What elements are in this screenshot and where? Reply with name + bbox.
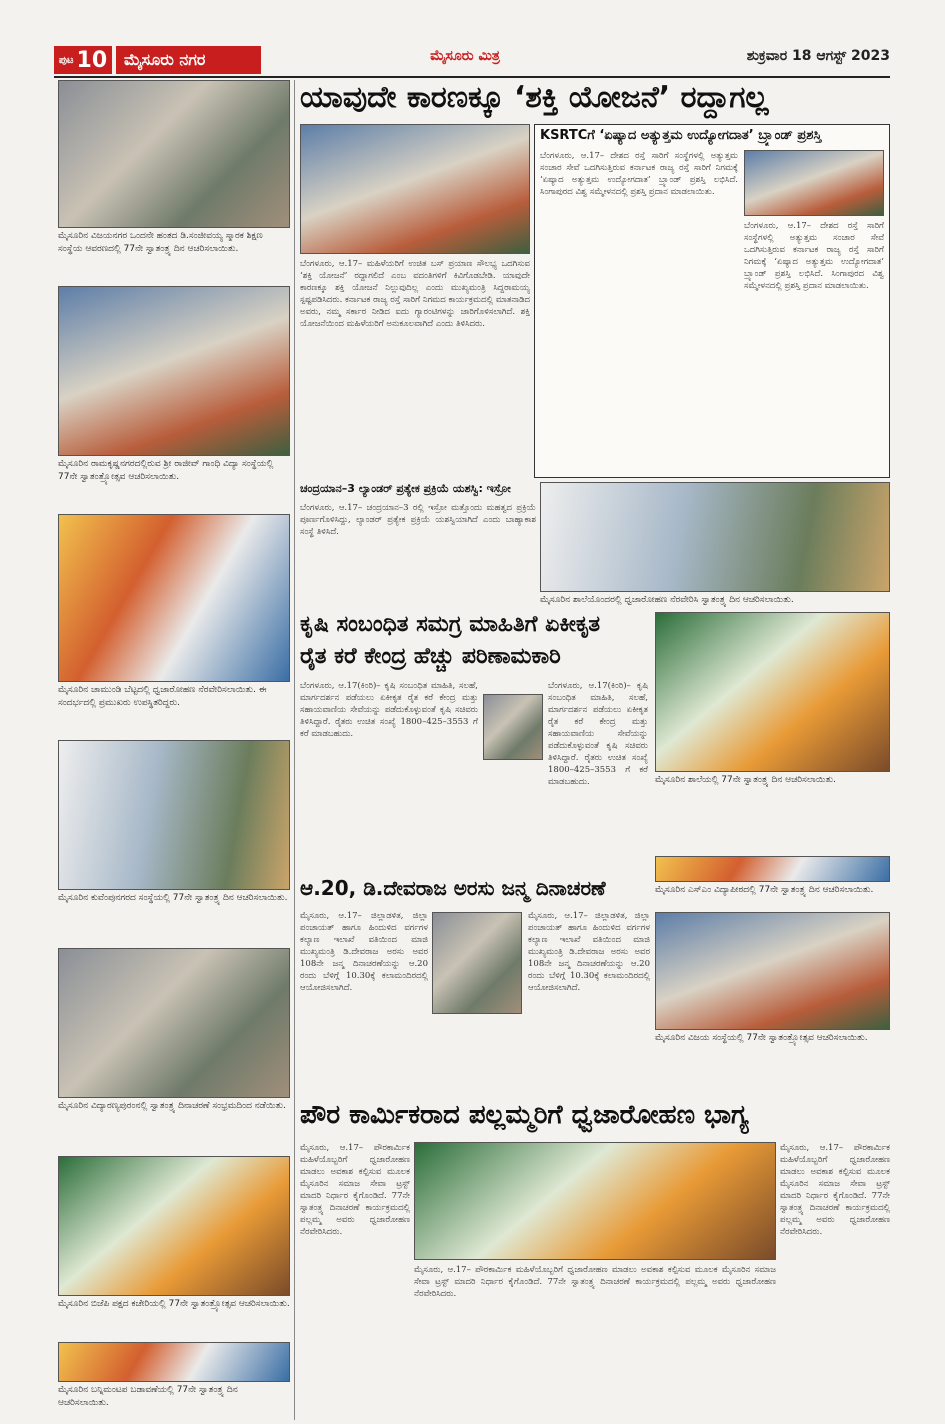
caption-left-7: ಮೈಸೂರಿನ ಬನ್ನಿಮಂಟಪ ಬಡಾವಣೆಯಲ್ಲಿ 77ನೇ ಸ್ವಾತಂತ್ರ್ಯ ದಿನ ಆಚರಿಸಲಾಯಿತು. — [58, 1385, 238, 1408]
photo-left-6 — [58, 1156, 290, 1296]
caption-left-3: ಮೈಸೂರಿನ ಚಾಮುಂಡಿ ಬೆಟ್ಟದಲ್ಲಿ ಧ್ವಜಾರೋಹಣ ನೆರವೇರಿಸಲಾಯಿತು. ಈ ಸಂದರ್ಭದಲ್ಲಿ ಪ್ರಮುಖರು ಉಪಸ್ಥಿತರಿದ್ದರು. — [58, 685, 267, 708]
caption-right-2: ಮೈಸೂರಿನ ಎಸ್‌ಎಂ ವಿದ್ಯಾಪೀಠದಲ್ಲಿ 77ನೇ ಸ್ವಾತಂತ್ರ್ಯ ದಿನ ಆಚರಿಸಲಾಯಿತು. — [655, 885, 874, 895]
ksrtc-body: ಬೆಂಗಳೂರು, ಆ.17– ದೇಶದ ರಸ್ತೆ ಸಾರಿಗೆ ಸಂಸ್ಥೆಗಳಲ್ಲಿ ಅತ್ಯುತ್ತಮ ಸಂಚಾರ ಸೇವೆ ಒದಗಿಸುತ್ತಿರುವ ಕರ್ನಾಟಕ ರಾಜ್ಯ ರಸ್ತೆ ಸಾರಿಗೆ ನಿಗಮಕ್ಕೆ ‘ಏಷ್ಯಾದ ಅತ್ಯುತ್ತಮ ಉದ್ಯೋಗದಾತ’ ಬ್ರ್ಯಾಂಡ್ ಪ್ರಶಸ್ತಿ ಲಭಿಸಿದೆ. ಸಿಂಗಾಪುರದ ವಿಶ್ವ ಸಮ್ಮೇಳನದಲ್ಲಿ ಪ್ರಶಸ್ತಿ ಪ್ರದಾನ ಮಾಡಲಾಯಿತು. — [540, 151, 738, 197]
pourakarmika-photo — [414, 1142, 776, 1260]
caption-right-3: ಮೈಸೂರಿನ ವಿಜಯ ಸಂಸ್ಥೆಯಲ್ಲಿ 77ನೇ ಸ್ವಾತಂತ್ರ್ಯೋತ್ಸವ ಆಚರಿಸಲಾಯಿತು. — [655, 1033, 868, 1043]
pourakarmika-headline: ಪೌರ ಕಾರ್ಮಿಕರಾದ ಪಲ್ಲಮ್ಮರಿಗೆ ಧ್ವಜಾರೋಹಣ ಭಾಗ್ಯ — [300, 1100, 749, 1130]
photo-left-7 — [58, 1342, 290, 1382]
photo-right-3 — [655, 912, 890, 1030]
page-number: 10 — [76, 47, 108, 73]
krishi-body: ಬೆಂಗಳೂರು, ಆ.17(ಕಿಂರಿ)– ಕೃಷಿ ಸಂಬಂಧಿತ ಮಾಹಿತಿ, ಸಲಹೆ, ಮಾರ್ಗದರ್ಶನ ಪಡೆಯಲು ಏಕೀಕೃತ ರೈತ ಕರೆ ಕೇಂದ್ರ ಮತ್ತು ಸಹಾಯವಾಣಿಯ ಸೇವೆಯನ್ನು ಪಡೆದುಕೊಳ್ಳುವಂತೆ ಕೃಷಿ ಸಚಿವರು ತಿಳಿಸಿದ್ದಾರೆ. ರೈತರು ಉಚಿತ ಸಂಖ್ಯೆ 1800–425–3553 ಗೆ ಕರೆ ಮಾಡಬಹುದು. — [300, 681, 478, 739]
chandrayaan-title: ಚಂದ್ರಯಾನ–3 ಲ್ಯಾಂಡರ್ ಪ್ರತ್ಯೇಕ ಪ್ರಕ್ರಿಯೆ ಯಶಸ್ವಿ: ಇಸ್ರೋ — [300, 482, 511, 495]
caption-left-1: ಮೈಸೂರಿನ ವಿಜಯನಗರ ಒಂದನೇ ಹಂತದ ಡಿ.ಸಂಜೀವಯ್ಯ ಸ್ಮಾರಕ ಶಿಕ್ಷಣ ಸಂಸ್ಥೆಯ ಆವರಣದಲ್ಲಿ 77ನೇ ಸ್ವಾತಂತ್ರ್ಯ ದಿನ ಆಚರಿಸಲಾಯಿತು. — [58, 231, 263, 254]
caption-right-1: ಮೈಸೂರಿನ ಶಾಲೆಯಲ್ಲಿ 77ನೇ ಸ್ವಾತಂತ್ರ್ಯ ದಿನ ಆಚರಿಸಲಾಯಿತು. — [655, 775, 836, 785]
ksrtc-body-cont: ಬೆಂಗಳೂರು, ಆ.17– ದೇಶದ ರಸ್ತೆ ಸಾರಿಗೆ ಸಂಸ್ಥೆಗಳಲ್ಲಿ ಅತ್ಯುತ್ತಮ ಸಂಚಾರ ಸೇವೆ ಒದಗಿಸುತ್ತಿರುವ ಕರ್ನಾಟಕ ರಾಜ್ಯ ರಸ್ತೆ ಸಾರಿಗೆ ನಿಗಮಕ್ಕೆ ‘ಏಷ್ಯಾದ ಅತ್ಯುತ್ತಮ ಉದ್ಯೋಗದಾತ’ ಬ್ರ್ಯಾಂಡ್ ಪ್ರಶಸ್ತಿ ಲಭಿಸಿದೆ. ಸಿಂಗಾಪುರದ ವಿಶ್ವ ಸಮ್ಮೇಳನದಲ್ಲಿ ಪ್ರಶಸ್ತಿ ಪ್ರದಾನ ಮಾಡಲಾಯಿತು. — [744, 221, 884, 291]
arasu-body-cont: ಮೈಸೂರು, ಆ.17– ಜಿಲ್ಲಾಡಳಿತ, ಜಿಲ್ಲಾ ಪಂಚಾಯತ್ ಹಾಗೂ ಹಿಂದುಳಿದ ವರ್ಗಗಳ ಕಲ್ಯಾಣ ಇಲಾಖೆ ವತಿಯಿಂದ ಮಾಜಿ ಮುಖ್ಯಮಂತ್ರಿ ಡಿ.ದೇವರಾಜ ಅರಸು ಅವರ 108ನೇ ಜನ್ಮ ದಿನಾಚರಣೆಯನ್ನು ಆ.20 ರಂದು ಬೆಳಿಗ್ಗೆ 10.30ಕ್ಕೆ ಕಲಾಮಂದಿರದಲ್ಲಿ ಆಯೋಜಿಸಲಾಗಿದೆ. — [528, 911, 650, 993]
photo-right-1 — [655, 612, 890, 772]
arasu-headline: ಆ.20, ಡಿ.ದೇವರಾಜ ಅರಸು ಜನ್ಮ ದಿನಾಚರಣೆ — [300, 876, 606, 900]
arasu-portrait — [432, 912, 522, 1014]
caption-left-2: ಮೈಸೂರಿನ ರಾಮಕೃಷ್ಣನಗರದಲ್ಲಿರುವ ಶ್ರೀ ರಾಜೀವ್ ಗಾಂಧಿ ವಿದ್ಯಾ ಸಂಸ್ಥೆಯಲ್ಲಿ 77ನೇ ಸ್ವಾತಂತ್ರ್ಯೋತ್ಸವ ಆಚರಿಸಲಾಯಿತು. — [58, 459, 274, 482]
krishi-portrait — [483, 694, 543, 760]
caption-left-6: ಮೈಸೂರಿನ ಬಿಜೆಪಿ ಪಕ್ಷದ ಕಚೇರಿಯಲ್ಲಿ 77ನೇ ಸ್ವಾತಂತ್ರ್ಯೋತ್ಸವ ಆಚರಿಸಲಾಯಿತು. — [58, 1299, 290, 1309]
pourakarmika-body-side: ಮೈಸೂರು, ಆ.17– ಪೌರಕಾರ್ಮಿಕ ಮಹಿಳೆಯೊಬ್ಬರಿಗೆ ಧ್ವಜಾರೋಹಣ ಮಾಡಲು ಅವಕಾಶ ಕಲ್ಪಿಸುವ ಮೂಲಕ ಮೈಸೂರಿನ ಸಮಾಜ ಸೇವಾ ಟ್ರಸ್ಟ್ ಮಾದರಿ ನಿರ್ಧಾರ ಕೈಗೊಂಡಿದೆ. 77ನೇ ಸ್ವಾತಂತ್ರ್ಯ ದಿನಾಚರಣೆ ಕಾರ್ಯಕ್ರಮದಲ್ಲಿ ಪಲ್ಲಮ್ಮ ಅವರು ಧ್ವಜಾರೋಹಣ ನೆರವೇರಿಸಿದರು. — [780, 1143, 890, 1237]
main-headline: ಯಾವುದೇ ಕಾರಣಕ್ಕೂ ‘ಶಕ್ತಿ ಯೋಜನೆ’ ರದ್ದಾಗಲ್ಲ — [300, 80, 769, 115]
header-rule — [54, 76, 890, 78]
krishi-headline-1: ಕೃಷಿ ಸಂಬಂಧಿತ ಸಮಗ್ರ ಮಾಹಿತಿಗೆ ಏಕೀಕೃತ — [300, 612, 601, 637]
photo-left-1 — [58, 80, 290, 228]
arasu-body: ಮೈಸೂರು, ಆ.17– ಜಿಲ್ಲಾಡಳಿತ, ಜಿಲ್ಲಾ ಪಂಚಾಯತ್ ಹಾಗೂ ಹಿಂದುಳಿದ ವರ್ಗಗಳ ಕಲ್ಯಾಣ ಇಲಾಖೆ ವತಿಯಿಂದ ಮಾಜಿ ಮುಖ್ಯಮಂತ್ರಿ ಡಿ.ದೇವರಾಜ ಅರಸು ಅವರ 108ನೇ ಜನ್ಮ ದಿನಾಚರಣೆಯನ್ನು ಆ.20 ರಂದು ಬೆಳಿಗ್ಗೆ 10.30ಕ್ಕೆ ಕಲಾಮಂದಿರದಲ್ಲಿ ಆಯೋಜಿಸಲಾಗಿದೆ. — [300, 911, 428, 993]
issue-date: ಶುಕ್ರವಾರ 18 ಆಗಸ್ಟ್ 2023 — [746, 48, 890, 64]
masthead: ಮೈಸೂರು ಮಿತ್ರ — [430, 48, 500, 64]
photo-left-3 — [58, 514, 290, 682]
photo-right-2 — [655, 856, 890, 882]
caption-left-4: ಮೈಸೂರಿನ ಕುವೆಂಪುನಗರದ ಸಂಸ್ಥೆಯಲ್ಲಿ 77ನೇ ಸ್ವಾತಂತ್ರ್ಯ ದಿನ ಆಚರಿಸಲಾಯಿತು. — [58, 893, 288, 903]
flag-hoisting-photo — [540, 482, 890, 592]
pourakarmika-body: ಮೈಸೂರು, ಆ.17– ಪೌರಕಾರ್ಮಿಕ ಮಹಿಳೆಯೊಬ್ಬರಿಗೆ ಧ್ವಜಾರೋಹಣ ಮಾಡಲು ಅವಕಾಶ ಕಲ್ಪಿಸುವ ಮೂಲಕ ಮೈಸೂರಿನ ಸಮಾಜ ಸೇವಾ ಟ್ರಸ್ಟ್ ಮಾದರಿ ನಿರ್ಧಾರ ಕೈಗೊಂಡಿದೆ. 77ನೇ ಸ್ವಾತಂತ್ರ್ಯ ದಿನಾಚರಣೆ ಕಾರ್ಯಕ್ರಮದಲ್ಲಿ ಪಲ್ಲಮ್ಮ ಅವರು ಧ್ವಜಾರೋಹಣ ನೆರವೇರಿಸಿದರು. — [300, 1143, 410, 1237]
krishi-body-cont: ಬೆಂಗಳೂರು, ಆ.17(ಕಿಂರಿ)– ಕೃಷಿ ಸಂಬಂಧಿತ ಮಾಹಿತಿ, ಸಲಹೆ, ಮಾರ್ಗದರ್ಶನ ಪಡೆಯಲು ಏಕೀಕೃತ ರೈತ ಕರೆ ಕೇಂದ್ರ ಮತ್ತು ಸಹಾಯವಾಣಿಯ ಸೇವೆಯನ್ನು ಪಡೆದುಕೊಳ್ಳುವಂತೆ ಕೃಷಿ ಸಚಿವರು ತಿಳಿಸಿದ್ದಾರೆ. ರೈತರು ಉಚಿತ ಸಂಖ್ಯೆ 1800–425–3553 ಗೆ ಕರೆ ಮಾಡಬಹುದು. — [548, 681, 648, 787]
photo-left-4 — [58, 740, 290, 890]
ksrtc-title: KSRTCಗೆ ‘ಏಷ್ಯಾದ ಅತ್ಯುತ್ತಮ ಉದ್ಯೋಗದಾತ’ ಬ್ರ್ಯಾಂಡ್ ಪ್ರಶಸ್ತಿ — [540, 128, 822, 143]
photo-left-5 — [58, 948, 290, 1098]
krishi-headline-2: ರೈತ ಕರೆ ಕೇಂದ್ರ ಹೆಚ್ಚು ಪರಿಣಾಮಕಾರಿ — [300, 644, 561, 669]
page-number-badge: ಪುಟ 10 — [54, 46, 112, 74]
main-story-body: ಬೆಂಗಳೂರು, ಆ.17– ಮಹಿಳೆಯರಿಗೆ ಉಚಿತ ಬಸ್ ಪ್ರಯಾಣ ಸೌಲಭ್ಯ ಒದಗಿಸುವ ‘ಶಕ್ತಿ ಯೋಜನೆ’ ರದ್ದಾಗಲಿದೆ ಎಂಬ ವದಂತಿಗಳಿಗೆ ಕಿವಿಗೊಡಬೇಡಿ. ಯಾವುದೇ ಕಾರಣಕ್ಕೂ ಶಕ್ತಿ ಯೋಜನೆ ನಿಲ್ಲುವುದಿಲ್ಲ ಎಂದು ಮುಖ್ಯಮಂತ್ರಿ ಸಿದ್ದರಾಮಯ್ಯ ಸ್ಪಷ್ಟಪಡಿಸಿದರು. ಕರ್ನಾಟಕ ರಾಜ್ಯ ರಸ್ತೆ ಸಾರಿಗೆ ನಿಗಮದ ಕಾರ್ಯಕ್ರಮದಲ್ಲಿ ಮಾತನಾಡಿದ ಅವರು, ನಮ್ಮ ಸರ್ಕಾರ ನೀಡಿದ ಐದು ಗ್ಯಾರಂಟಿಗಳನ್ನು ಜಾರಿಗೊಳಿಸಲಾಗಿದೆ. ಶಕ್ತಿ ಯೋಜನೆಯಿಂದ ಮಹಿಳೆಯರಿಗೆ ಅನುಕೂಲವಾಗಿದೆ ಎಂದು ತಿಳಿಸಿದರು. — [300, 259, 530, 329]
ksrtc-bus-photo — [744, 150, 884, 216]
caption-mid: ಮೈಸೂರಿನ ಶಾಲೆಯೊಂದರಲ್ಲಿ ಧ್ವಜಾರೋಹಣ ನೆರವೇರಿಸಿ ಸ್ವಾತಂತ್ರ್ಯ ದಿನ ಆಚರಿಸಲಾಯಿತು. — [540, 595, 794, 605]
caption-left-5: ಮೈಸೂರಿನ ವಿದ್ಯಾರಣ್ಯಪುರಂನಲ್ಲಿ ಸ್ವಾತಂತ್ರ್ಯ ದಿನಾಚರಣೆ ಸಂಭ್ರಮದಿಂದ ನಡೆಯಿತು. — [58, 1101, 287, 1111]
column-divider — [294, 80, 295, 1420]
pourakarmika-body-cont: ಮೈಸೂರು, ಆ.17– ಪೌರಕಾರ್ಮಿಕ ಮಹಿಳೆಯೊಬ್ಬರಿಗೆ ಧ್ವಜಾರೋಹಣ ಮಾಡಲು ಅವಕಾಶ ಕಲ್ಪಿಸುವ ಮೂಲಕ ಮೈಸೂರಿನ ಸಮಾಜ ಸೇವಾ ಟ್ರಸ್ಟ್ ಮಾದರಿ ನಿರ್ಧಾರ ಕೈಗೊಂಡಿದೆ. 77ನೇ ಸ್ವಾತಂತ್ರ್ಯ ದಿನಾಚರಣೆ ಕಾರ್ಯಕ್ರಮದಲ್ಲಿ ಪಲ್ಲಮ್ಮ ಅವರು ಧ್ವಜಾರೋಹಣ ನೆರವೇರಿಸಿದರು. — [414, 1265, 776, 1299]
photo-left-2 — [58, 286, 290, 456]
chandrayaan-body: ಬೆಂಗಳೂರು, ಆ.17– ಚಂದ್ರಯಾನ–3 ರಲ್ಲಿ ಇಸ್ರೋ ಮತ್ತೊಂದು ಮಹತ್ವದ ಪ್ರಕ್ರಿಯೆ ಪೂರ್ಣಗೊಳಿಸಿದ್ದು, ಲ್ಯಾಂಡರ್ ಪ್ರತ್ಯೇಕ ಪ್ರಕ್ರಿಯೆ ಯಶಸ್ವಿಯಾಗಿದೆ ಎಂದು ಬಾಹ್ಯಾಕಾಶ ಸಂಸ್ಥೆ ತಿಳಿಸಿದೆ. — [300, 503, 536, 537]
bus-photo — [300, 124, 530, 254]
section-title: ಮೈಸೂರು ನಗರ — [116, 46, 261, 74]
